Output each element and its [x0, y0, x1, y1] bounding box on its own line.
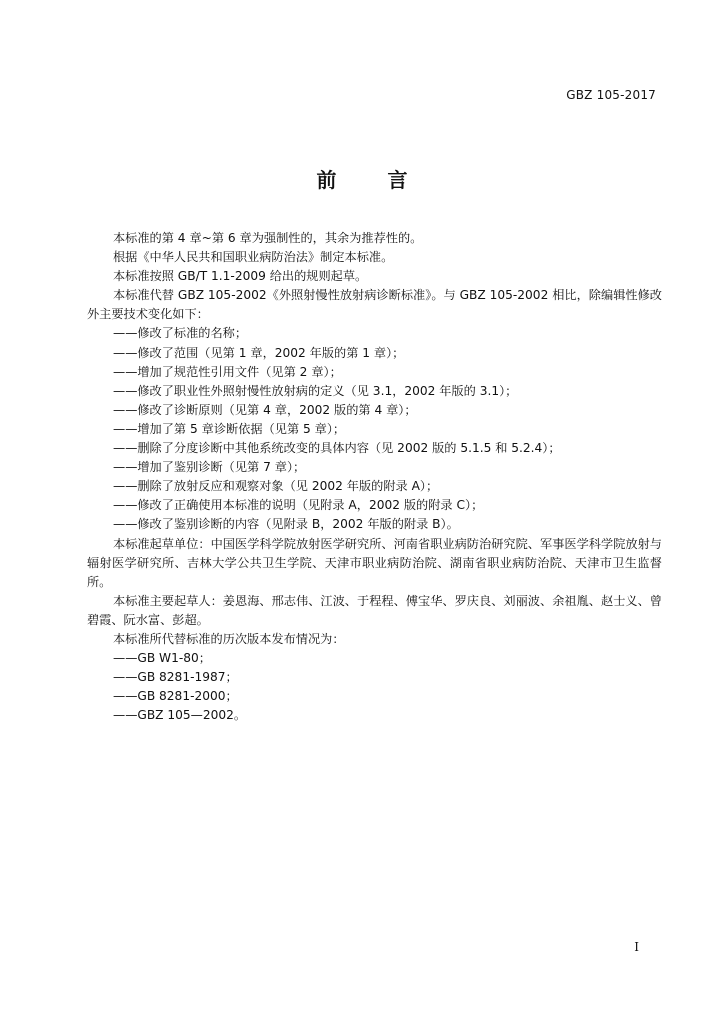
paragraph-drafting-units: 本标准起草单位：中国医学科学院放射医学研究所、河南省职业病防治研究院、军事医学科学院放射与辐射医学研究所、吉林大学公共卫生学院、天津市职业病防治院、湖南省职业病防治院、天津市卫生监督所。: [87, 536, 662, 589]
paragraph-legal-basis: 根据《中华人民共和国职业病防治法》制定本标准。: [113, 250, 394, 265]
change-item: ——删除了分度诊断中其他系统改变的具体内容（见 2002 版的 5.1.5 和 5.2.4）；: [113, 441, 561, 456]
history-item: ——GB 8281-2000；: [113, 689, 238, 704]
change-item: ——修改了标准的名称；: [113, 326, 248, 341]
standard-number: GBZ 105-2017: [566, 88, 656, 102]
change-item: ——修改了鉴别诊断的内容（见附录 B，2002 年版的附录 B）。: [113, 517, 459, 532]
change-item: ——修改了职业性外照射慢性放射病的定义（见 3.1，2002 年版的 3.1）；: [113, 383, 518, 398]
change-item: ——增加了第 5 章诊断依据（见第 5 章）；: [113, 421, 346, 436]
paragraph-replacement: 本标准代替 GBZ 105-2002《外照射慢性放射病诊断标准》。与 GBZ 105-2002 相比，除编辑性修改外主要技术变化如下：: [87, 288, 662, 322]
paragraph-mandatory-chapters: 本标准的第 4 章~第 6 章为强制性的，其余为推荐性的。: [113, 231, 423, 245]
paragraph-drafting-rules: 本标准按照 GB/T 1.1-2009 给出的规则起草。: [113, 269, 368, 284]
history-item: ——GBZ 105—2002。: [113, 708, 247, 723]
history-item: ——GB W1-80；: [113, 651, 211, 666]
paragraph-drafters: 本标准主要起草人：姜恩海、邢志伟、江波、于程程、傅宝华、罗庆良、刘丽波、余祖胤、赵士义、曾碧霞、阮水富、彭超。: [87, 593, 662, 627]
change-item: ——修改了诊断原则（见第 4 章，2002 版的第 4 章）；: [113, 402, 417, 417]
history-item: ——GB 8281-1987；: [113, 670, 238, 685]
page-number: I: [634, 940, 639, 954]
change-item: ——删除了放射反应和观察对象（见 2002 年版的附录 A）；: [113, 479, 439, 494]
paragraph-history-intro: 本标准所代替标准的历次版本发布情况为：: [113, 631, 345, 646]
page-title: 前 言: [316, 168, 430, 192]
foreword-body: [87, 229, 662, 725]
change-item: ——增加了规范性引用文件（见第 2 章）；: [113, 364, 342, 379]
change-item: ——修改了正确使用本标准的说明（见附录 A，2002 版的附录 C）；: [113, 498, 484, 513]
change-item: ——增加了鉴别诊断（见第 7 章）；: [113, 460, 306, 475]
change-item: ——修改了范围（见第 1 章，2002 年版的第 1 章）；: [113, 345, 405, 360]
